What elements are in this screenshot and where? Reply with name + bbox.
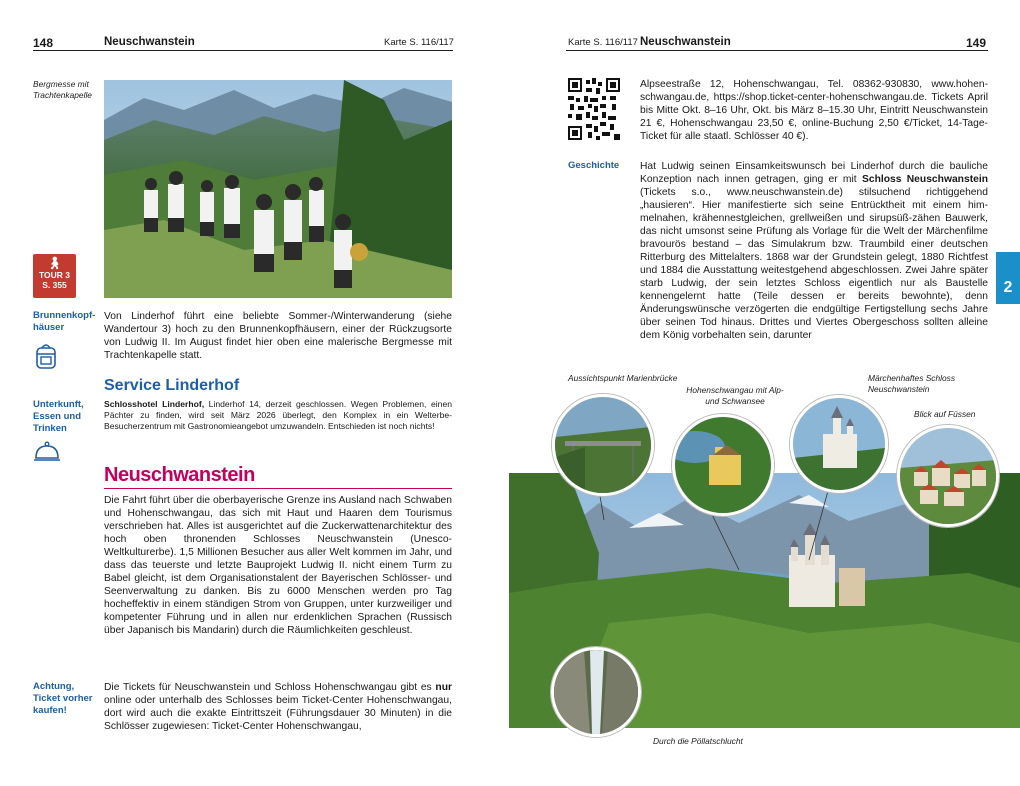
address-paragraph: Alpseestraße 12, Hohenschwangau, Tel. 08362-930830, www.hohenschwangau.de, https://shop.ticket-center-hohenschwangau.de. Tickets April bis Mitte Okt. 8–16 Uhr, Okt. bis März 8–15.30 Uhr, Eintritt Neuschwanstein 21 €, Hohenschwangau 23,50 €, online-Buchung 2,50 €/Ticket, 14-Tage-Ticket für alle staatl. Schlösser 40 €). bbox=[640, 79, 988, 142]
photo-poellatschlucht bbox=[551, 647, 641, 737]
photo-caption-bergmesse: Bergmesse mit Trachtenkapelle bbox=[33, 79, 92, 100]
tickets-text-a: Die Tickets für Neuschwanstein und Schloss Hohenschwangau gibt es bbox=[104, 682, 436, 693]
sidenote-brunnenkopf: Brunnenkopfhäuser bbox=[33, 310, 96, 333]
page-number-right: 149 bbox=[966, 36, 987, 50]
chapter-tab[interactable]: 2 bbox=[996, 252, 1020, 304]
tickets-bold: nur bbox=[435, 682, 452, 693]
hotel-text: Linderhof 14, derzeit geschlossen. Wegen Problemen, einen Pächter zu finden, wird seit März 2026 überlegt, den Komplex in ein Welterbe-Besucherzentrum mit Gastronomieangebot umzuwandeln. Entschieden ist noch nichts! bbox=[104, 399, 452, 432]
tour-badge[interactable] bbox=[33, 254, 76, 298]
geschichte-text-b: (Tickets s.o., www.neuschwanstein.de) stilsuchend richtiggehend „hausieren“. Hier manifestierte sich seine Entrücktheit mit einem himmelnahen, krähennestgleichen, grellweißen und sirupsüß-zähen Bauwerk, das nicht umsonst seine Prüfung als Vorlage für die Welt der Märchenfilme bravourös bestand – das Simulakrum bzw. Traumbild einer deutschen Ritterburg des Mittelalters. 1868 war der Grundstein gelegt, 1880 Richtfest und 1884 die Ausstattung weitestgehend abgeschlossen. Zwei Jahre später starb Ludwig, der sein letztes Schloss eigentlich nur als Baustelle kennengelernt hatte (Teile dessen er bereits bewohnte), denn Änderungswünsche verzögerten die endgültige Fertigstellung sechs Jahre über seinen Tod hinaus. Drittes und Viertes Obergeschoss sollten alleine dem König vorbehalten sein, darunter bbox=[640, 187, 988, 341]
caption-marienbruecke: Aussichtspunkt Marienbrücke bbox=[568, 373, 678, 383]
sidenote-unterkunft: Unterkunft, Essen und Trinken bbox=[33, 399, 84, 434]
caption-poellatschlucht: Durch die Pöllatschlucht bbox=[653, 736, 743, 746]
photo-maerchenschloss bbox=[790, 395, 888, 493]
photo-bergmesse bbox=[104, 80, 452, 298]
photo-hohenschwangau bbox=[672, 414, 774, 516]
tickets-text-b: online oder unterhalb des Schlosses beim Ticket-Center Hohenschwangau, dort wird auch die exakte Eintrittszeit (Führungsdauer 30 Minuten) in die Schlösser zugewiesen: Ticket-Center Hohenschwangau, bbox=[104, 695, 452, 732]
paragraph-geschichte bbox=[640, 160, 988, 342]
service-heading: Service Linderhof bbox=[104, 377, 240, 394]
section-heading-neuschwanstein: Neuschwanstein bbox=[104, 464, 255, 486]
cloche-icon bbox=[33, 440, 61, 469]
paragraph-brunnenkopf: Von Linderhof führt eine beliebte Sommer-/Winterwanderung (siehe Wandertour 3) hoch zu den Brunnenkopfhäusern, einer der Rückzugsorte von Ludwig II. Im August findet hier oben eine malerische Bergmesse mit Trachtenkapelle statt. bbox=[104, 311, 452, 361]
caption-hohenschwangau: Hohenschwangau mit Alp- und Schwansee bbox=[686, 385, 784, 406]
hotel-paragraph bbox=[104, 399, 452, 433]
caption-maerchenschloss: Märchenhaftes Schloss Neuschwanstein bbox=[868, 373, 956, 394]
hotel-name: Schlosshotel Linderhof, bbox=[104, 399, 205, 409]
page-number-left: 148 bbox=[33, 36, 54, 50]
qr-code-icon[interactable] bbox=[568, 78, 620, 145]
geschichte-bold: Schloss Neuschwanstein bbox=[861, 174, 989, 185]
tour-badge-line1: TOUR 3 bbox=[38, 270, 71, 280]
geschichte-text-a: Hat Ludwig seinen Einsamkeitswunsch bei Linderhof durch die bauliche Konzeption nach innen getragen, ging er mit bbox=[640, 161, 988, 185]
paragraph-tickets bbox=[104, 681, 452, 733]
running-title-left: Neuschwanstein bbox=[104, 36, 195, 48]
section-rule bbox=[104, 488, 452, 489]
tour-badge-line2: S. 355 bbox=[42, 280, 67, 290]
sidenote-geschichte: Geschichte bbox=[568, 160, 620, 171]
sidenote-achtung: Achtung, Ticket vorher kaufen! bbox=[33, 681, 93, 716]
backpack-icon bbox=[33, 342, 59, 375]
map-reference-left: Karte S. 116/117 bbox=[384, 37, 454, 48]
header-rule-right bbox=[566, 50, 988, 51]
hiking-icon: 🚶︎ bbox=[46, 256, 63, 270]
running-title-right: Neuschwanstein bbox=[640, 36, 731, 48]
photo-marienbruecke bbox=[552, 394, 654, 496]
photo-fuessen bbox=[897, 425, 999, 527]
caption-fuessen: Blick auf Füssen bbox=[914, 409, 976, 419]
map-reference-right: Karte S. 116/117 bbox=[568, 37, 638, 48]
header-rule-left bbox=[33, 50, 453, 51]
paragraph-main: Die Fahrt führt über die oberbayerische Grenze ins Ausland nach Schwaben und Hohenschwangau, das sich mit Haut und Haaren dem Tourismus verschrieben hat. Alles ist ausgerichtet auf die Zuckerwattenarchitektur des hoch oben thronenden Schlosses Neuschwanstein (Unesco-Weltkulturerbe). 1,5 Millionen Besucher aus aller Welt kommen im Jahr, und dass das teuerste und letzte Bauprojekt Ludwig II. nicht einem Turm zu Babel gleicht, ist dem Organisationstalent der Bayerischen Schlösser- und Seenverwaltung zu danken. Bis zu 6000 Menschen werden pro Tag hocheffektiv in einem ständigen Strom von Gruppen, unter kurzweiliger und kompetenter Führung und in allen nur erdenklichen Sprachen (Russisch über Japanisch bis Mandarin) durch die Räumlichkeiten geschleust. bbox=[104, 495, 452, 636]
